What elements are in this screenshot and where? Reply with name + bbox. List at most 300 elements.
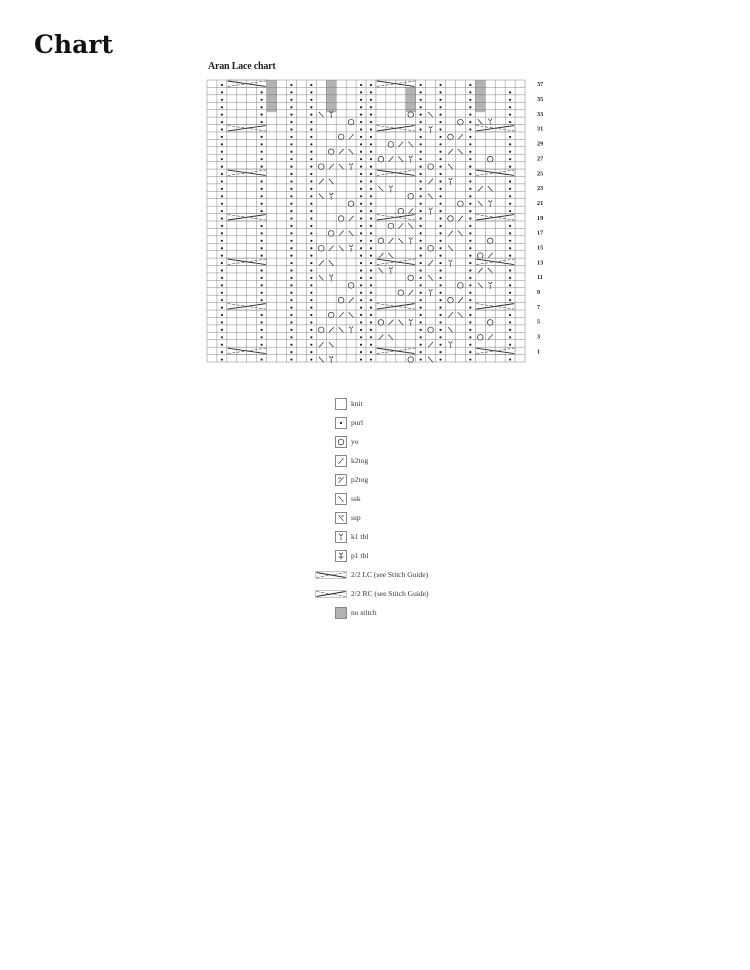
k2tog-slash — [349, 134, 354, 140]
p2tog-symbol-icon — [313, 473, 347, 487]
ssk-slash — [458, 312, 463, 318]
purl-dot — [509, 151, 511, 153]
ssk-slash — [349, 149, 354, 155]
purl-dot — [290, 188, 292, 190]
purl-dot — [509, 292, 511, 294]
purl-dot — [310, 269, 312, 271]
purl-dot — [420, 314, 422, 316]
row-number: 5 — [537, 318, 541, 326]
purl-dot — [509, 329, 511, 331]
purl-dot — [290, 351, 292, 353]
purl-dot — [439, 106, 441, 108]
purl-dot — [439, 314, 441, 316]
purl-dot — [420, 217, 422, 219]
purl-dot — [420, 240, 422, 242]
purl-dot — [221, 180, 223, 182]
purl-dot — [420, 358, 422, 360]
row-number: 15 — [537, 244, 544, 252]
purl-dot — [360, 91, 362, 93]
ssk-slash — [339, 327, 344, 333]
k2tog-slash — [428, 179, 433, 185]
purl-dot — [310, 299, 312, 301]
purl-dot — [509, 143, 511, 145]
purl-dot — [360, 269, 362, 271]
purl-dot — [420, 247, 422, 249]
k2tog-slash — [428, 260, 433, 266]
purl-dot — [370, 292, 372, 294]
purl-dot — [221, 299, 223, 301]
purl-dot — [469, 151, 471, 153]
purl-dot — [439, 151, 441, 153]
legend-box — [336, 436, 347, 447]
yo-circle — [408, 357, 414, 363]
purl-dot — [509, 188, 511, 190]
k2tog-slash — [398, 142, 403, 148]
legend-item-k1-tbl — [313, 527, 513, 546]
purl-dot — [370, 91, 372, 93]
purl-dot — [420, 329, 422, 331]
purl-dot — [360, 151, 362, 153]
yo-circle — [408, 194, 414, 200]
purl-dot — [469, 225, 471, 227]
purl-dot — [290, 180, 292, 182]
purl-dot — [469, 173, 471, 175]
k2tog-slash — [349, 216, 354, 222]
purl-dot — [420, 262, 422, 264]
purl-dot — [469, 262, 471, 264]
purl-dot — [221, 358, 223, 360]
purl-dot — [420, 292, 422, 294]
purl-dot — [310, 321, 312, 323]
legend-label: purl — [351, 418, 364, 427]
purl-dot — [370, 232, 372, 234]
purl-dot — [469, 166, 471, 168]
purl-dot — [509, 136, 511, 138]
k2tog-slash — [488, 335, 493, 341]
purl-dot — [221, 217, 223, 219]
purl-dot — [509, 158, 511, 160]
purl-dot — [439, 128, 441, 130]
purl-dot — [360, 143, 362, 145]
row-number: 29 — [537, 140, 544, 148]
yo-circle — [408, 275, 414, 281]
purl-dot — [439, 232, 441, 234]
yo-circle — [348, 119, 354, 125]
purl-dot — [310, 143, 312, 145]
purl-dot — [261, 329, 263, 331]
purl-dot — [420, 99, 422, 101]
yo-circle — [328, 149, 334, 155]
purl-dot — [370, 321, 372, 323]
purl-dot — [360, 255, 362, 257]
purl-dot — [370, 166, 372, 168]
ssk-slash — [398, 156, 403, 162]
ssk-slash — [339, 245, 344, 251]
purl-dot — [360, 158, 362, 160]
yo-circle — [448, 216, 454, 222]
purl-dot — [221, 240, 223, 242]
purl-dot — [290, 232, 292, 234]
purl-dot — [360, 307, 362, 309]
purl-dot — [261, 299, 263, 301]
purl-dot — [310, 180, 312, 182]
purl-dot — [360, 180, 362, 182]
purl-dot — [310, 114, 312, 116]
purl-dot — [290, 255, 292, 257]
ssk-slash — [398, 238, 403, 244]
purl-dot — [310, 247, 312, 249]
purl-dot — [439, 158, 441, 160]
purl-dot — [261, 321, 263, 323]
purl-dot — [310, 277, 312, 279]
purl-dot — [469, 195, 471, 197]
ssk-slash — [478, 283, 483, 289]
k2tog-slash — [339, 231, 344, 237]
purl-dot — [310, 344, 312, 346]
purl-dot — [310, 158, 312, 160]
purl-dot — [439, 262, 441, 264]
purl-dot — [370, 151, 372, 153]
purl-dot — [469, 329, 471, 331]
purl-dot — [509, 299, 511, 301]
yo-circle — [348, 201, 354, 207]
purl-dot — [370, 114, 372, 116]
purl-dot — [221, 344, 223, 346]
purl-dot — [221, 158, 223, 160]
purl-dot — [509, 180, 511, 182]
purl-dot — [261, 358, 263, 360]
purl-dot — [221, 121, 223, 123]
no-stitch-symbol-icon — [313, 606, 347, 620]
purl-dot — [370, 188, 372, 190]
yo-circle — [318, 327, 324, 333]
purl-dot — [439, 269, 441, 271]
purl-dot — [370, 106, 372, 108]
legend-label: 2/2 RC (see Stitch Guide) — [351, 589, 429, 598]
purl-dot — [360, 321, 362, 323]
purl-dot — [340, 421, 342, 423]
purl-dot — [370, 344, 372, 346]
legend-label: yo — [351, 437, 359, 446]
ssk-slash — [448, 327, 453, 333]
purl-dot — [221, 143, 223, 145]
purl-dot — [261, 284, 263, 286]
purl-dot — [290, 158, 292, 160]
purl-dot — [469, 210, 471, 212]
yo-circle — [328, 312, 334, 318]
purl-dot — [509, 255, 511, 257]
purl-dot — [290, 217, 292, 219]
purl-dot — [420, 173, 422, 175]
purl-dot — [439, 84, 441, 86]
row-number: 27 — [537, 155, 544, 163]
k2tog-slash — [388, 156, 393, 162]
yo-circle — [378, 156, 384, 162]
purl-dot — [370, 269, 372, 271]
legend-label: k2tog — [351, 456, 369, 465]
ssk-slash — [428, 194, 433, 200]
purl-dot — [420, 106, 422, 108]
purl-dot — [439, 203, 441, 205]
purl-dot — [261, 166, 263, 168]
purl-dot — [439, 210, 441, 212]
yo-circle — [388, 223, 394, 229]
ssk-slash — [448, 245, 453, 251]
purl-dot — [221, 269, 223, 271]
purl-dot — [469, 114, 471, 116]
no-stitch-fill — [475, 102, 485, 112]
purl-dot — [370, 84, 372, 86]
yo-circle — [338, 216, 344, 222]
row-number: 3 — [537, 333, 541, 341]
purl-dot — [370, 247, 372, 249]
ssk-slash — [319, 357, 324, 363]
purl-dot — [290, 240, 292, 242]
purl-dot — [469, 277, 471, 279]
no-stitch-fill — [267, 102, 277, 112]
purl-dot — [420, 344, 422, 346]
purl-dot — [420, 307, 422, 309]
row-number: 37 — [537, 81, 544, 89]
ssk-slash — [428, 112, 433, 118]
purl-dot — [469, 344, 471, 346]
purl-dot — [370, 284, 372, 286]
ssk-slash — [458, 149, 463, 155]
purl-dot — [360, 210, 362, 212]
ssk-slash — [378, 186, 383, 192]
purl-dot — [469, 84, 471, 86]
legend-item-p2tog — [313, 470, 513, 489]
yo-circle — [477, 335, 483, 341]
purl-dot — [509, 247, 511, 249]
purl-dot — [360, 128, 362, 130]
purl-dot — [290, 314, 292, 316]
purl-dot — [221, 262, 223, 264]
purl-dot — [370, 358, 372, 360]
purl-dot — [360, 277, 362, 279]
purl-dot — [420, 136, 422, 138]
purl-dot — [509, 99, 511, 101]
purl-dot — [261, 195, 263, 197]
purl-dot — [420, 166, 422, 168]
yo-circle — [398, 290, 404, 296]
purl-dot — [261, 314, 263, 316]
ssk-symbol-icon — [313, 492, 347, 506]
purl-dot — [221, 292, 223, 294]
purl-dot — [261, 344, 263, 346]
k2tog-slash — [448, 149, 453, 155]
purl-dot — [439, 351, 441, 353]
purl-dot — [290, 173, 292, 175]
row-number: 35 — [537, 96, 544, 104]
purl-dot — [221, 255, 223, 257]
purl-dot — [221, 277, 223, 279]
purl-dot — [370, 262, 372, 264]
yo-circle — [428, 164, 434, 170]
purl-dot — [310, 284, 312, 286]
purl-dot — [360, 262, 362, 264]
purl-dot — [221, 247, 223, 249]
purl-dot — [370, 128, 372, 130]
purl-dot — [370, 351, 372, 353]
k2tog-slash — [339, 149, 344, 155]
purl-dot — [509, 321, 511, 323]
purl-dot — [439, 99, 441, 101]
purl-dot — [439, 91, 441, 93]
k2tog-slash — [428, 342, 433, 348]
k2tog-slash — [408, 290, 413, 296]
k2tog-slash — [478, 268, 483, 274]
purl-dot — [360, 284, 362, 286]
purl-dot — [221, 166, 223, 168]
purl-dot — [310, 188, 312, 190]
purl-dot — [290, 262, 292, 264]
ssk-slash — [349, 312, 354, 318]
purl-dot — [360, 358, 362, 360]
purl-dot — [420, 143, 422, 145]
purl-dot — [469, 284, 471, 286]
purl-dot — [221, 91, 223, 93]
purl-dot — [221, 203, 223, 205]
purl-dot — [370, 195, 372, 197]
purl-dot — [509, 121, 511, 123]
chart-symbols — [221, 80, 515, 363]
purl-dot — [509, 240, 511, 242]
purl-dot — [420, 336, 422, 338]
purl-dot — [360, 136, 362, 138]
legend-item-no-stitch — [313, 603, 513, 622]
yo-circle — [428, 245, 434, 251]
ssk-slash — [398, 320, 403, 326]
purl-dot — [509, 232, 511, 234]
legend-label: 2/2 LC (see Stitch Guide) — [351, 570, 429, 579]
purl-dot — [420, 225, 422, 227]
purl-dot — [360, 240, 362, 242]
purl-dot — [310, 84, 312, 86]
purl-dot — [360, 314, 362, 316]
purl-dot — [290, 195, 292, 197]
k2tog-slash — [339, 312, 344, 318]
legend-item-yo — [313, 432, 513, 451]
purl-dot — [360, 166, 362, 168]
purl-dot — [310, 314, 312, 316]
purl-dot — [221, 336, 223, 338]
purl-dot — [420, 151, 422, 153]
row-number: 11 — [537, 274, 543, 282]
purl-dot — [360, 106, 362, 108]
purl-dot — [509, 269, 511, 271]
purl-dot — [310, 128, 312, 130]
purl-dot — [310, 255, 312, 257]
purl-dot — [420, 232, 422, 234]
yo-circle — [487, 238, 493, 244]
purl-dot — [221, 106, 223, 108]
purl-dot — [469, 321, 471, 323]
purl-dot — [360, 247, 362, 249]
page-heading: Chart — [34, 30, 113, 59]
purl-dot — [370, 99, 372, 101]
purl-dot — [290, 336, 292, 338]
purl-dot — [290, 210, 292, 212]
legend-item-ssk — [313, 489, 513, 508]
purl-dot — [221, 173, 223, 175]
yo-circle — [328, 231, 334, 237]
purl-dot — [439, 307, 441, 309]
ssk-slash — [488, 186, 493, 192]
purl-dot — [310, 121, 312, 123]
ssk-slash — [388, 253, 393, 259]
k2tog-slash — [319, 342, 324, 348]
yo-circle — [487, 320, 493, 326]
purl-dot — [469, 106, 471, 108]
ssk-slash — [388, 335, 393, 341]
purl-dot — [290, 284, 292, 286]
purl-dot — [469, 351, 471, 353]
purl-dot — [439, 255, 441, 257]
k2tog-slash — [408, 208, 413, 214]
purl-dot — [360, 292, 362, 294]
legend-item-ssp — [313, 508, 513, 527]
purl-dot — [360, 344, 362, 346]
purl-dot — [261, 336, 263, 338]
legend-label: ssp — [351, 513, 361, 522]
purl-dot — [370, 180, 372, 182]
purl-dot — [439, 217, 441, 219]
purl-dot — [310, 225, 312, 227]
purl-dot — [310, 217, 312, 219]
purl-dot — [310, 203, 312, 205]
purl-dot — [370, 210, 372, 212]
purl-dot — [469, 203, 471, 205]
purl-dot — [221, 284, 223, 286]
purl-dot — [261, 225, 263, 227]
ssk-slash — [329, 179, 334, 185]
purl-dot — [290, 166, 292, 168]
row-number: 21 — [537, 199, 544, 207]
purl-dot — [469, 269, 471, 271]
purl-dot — [261, 91, 263, 93]
purl-dot — [290, 329, 292, 331]
purl-dot — [310, 151, 312, 153]
purl-dot — [469, 247, 471, 249]
purl-dot — [310, 195, 312, 197]
purl-dot — [290, 247, 292, 249]
yo-circle — [458, 201, 464, 207]
purl-dot — [469, 121, 471, 123]
ssk-slash — [339, 164, 344, 170]
row-number: 13 — [537, 259, 544, 267]
purl-dot — [420, 255, 422, 257]
k2tog-slash — [329, 327, 334, 333]
purl-dot — [290, 203, 292, 205]
purl-dot — [261, 240, 263, 242]
purl-dot — [439, 321, 441, 323]
k2tog-slash — [458, 297, 463, 303]
purl-dot — [439, 336, 441, 338]
purl-dot — [469, 240, 471, 242]
purl-dot — [261, 203, 263, 205]
purl-dot — [370, 217, 372, 219]
purl-dot — [360, 99, 362, 101]
purl-dot — [370, 158, 372, 160]
purl-dot — [509, 195, 511, 197]
purl-dot — [509, 106, 511, 108]
purl-dot — [469, 217, 471, 219]
purl-dot — [360, 336, 362, 338]
purl-dot — [420, 321, 422, 323]
purl-dot — [290, 321, 292, 323]
purl-dot — [261, 255, 263, 257]
